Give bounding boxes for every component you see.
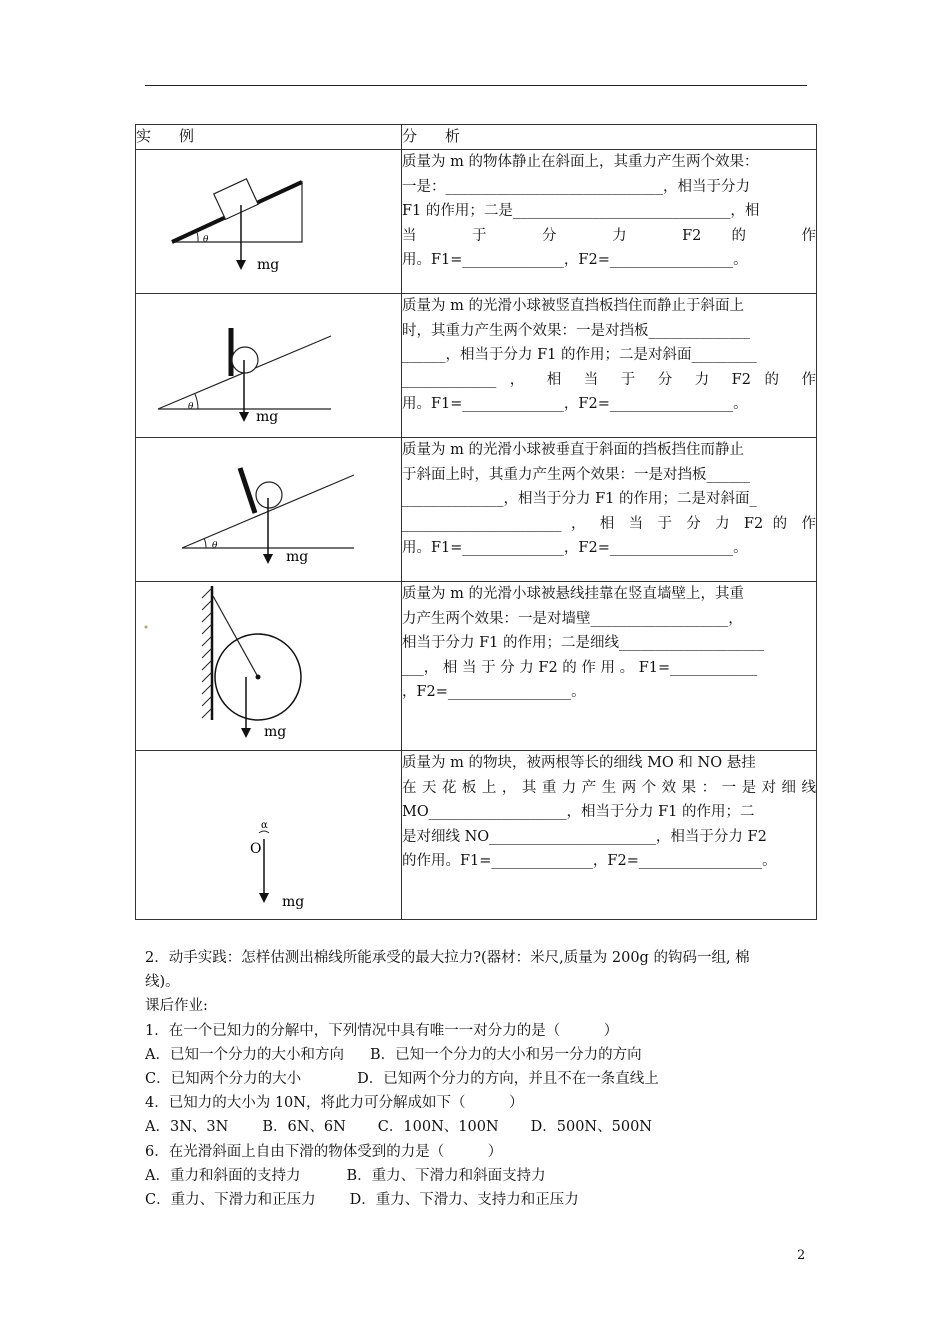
analysis-cell	[402, 751, 817, 920]
analysis-line: 相当于分力 F1 的作用；二是细线____________________	[402, 635, 765, 652]
practice-question-cont: 线)。	[145, 974, 180, 991]
mg-label: mg	[257, 257, 280, 273]
question-4: 4．已知力的大小为 10N，将此力可分解成如下（ ）	[145, 1095, 524, 1112]
option-b: B．已知一个分力的大小和另一分力的方向	[369, 1046, 642, 1063]
figure-ball-vertical-board	[136, 294, 402, 438]
question-4-options	[145, 1115, 810, 1139]
option-a: A．重力和斜面的支持力	[145, 1167, 301, 1184]
figure-two-strings	[136, 751, 402, 920]
o-label: O	[250, 841, 262, 857]
analysis-line: 于斜面上时，其重力产生两个效果：一是对挡板______	[402, 466, 750, 483]
analysis-line: 是对细线 NO_______________________，相当于分力 F2	[402, 828, 767, 845]
analysis-line: ______________________ ， 相 当 于 分 力 F2 的 作	[402, 515, 816, 532]
option-b: B．6N、6N	[262, 1119, 346, 1136]
analysis-line: ______，相当于分力 F1 的作用；二是对斜面_________	[402, 347, 757, 364]
analysis-line: 质量为 m 的物体静止在斜面上，其重力产生两个效果：	[402, 154, 759, 170]
question-6-options-ab	[145, 1164, 810, 1188]
theta-label: θ	[203, 235, 209, 245]
theta-label: θ	[212, 541, 218, 551]
analysis-line: 在天花板上，其重力产生两个效果：一是对细线	[402, 779, 816, 796]
mg-label: mg	[264, 724, 287, 740]
table-row	[136, 751, 817, 920]
analysis-line: MO___________________，相当于分力 F1 的作用；二	[402, 804, 755, 821]
analysis-line: ______________，相当于分力 F1 的作用；二是对斜面_	[402, 491, 757, 508]
figure-block-on-incline	[136, 150, 402, 294]
analysis-line: ，F2=_________________。	[402, 684, 586, 701]
header-example: 实 例	[136, 125, 402, 150]
question-1-options-cd	[145, 1067, 810, 1091]
theta-label: θ	[188, 402, 194, 412]
table-row	[136, 582, 817, 751]
header-analysis: 分 析	[402, 125, 817, 150]
option-d: D．已知两个分力的方向，并且不在一条直线上	[357, 1071, 659, 1088]
homework-title: 课后作业:	[145, 998, 208, 1015]
option-d: D．500N、500N	[530, 1119, 652, 1136]
analysis-line: F1 的作用；二是______________________________，相	[402, 203, 760, 220]
table-row	[136, 150, 817, 294]
analysis-line: 的作用。F1=______________，F2=_________________。	[402, 853, 777, 870]
analysis-cell	[402, 582, 817, 751]
option-c: C．100N、100N	[377, 1119, 499, 1136]
option-c: C．重力、下滑力和正压力	[145, 1192, 316, 1209]
option-a: A．3N、3N	[145, 1119, 229, 1136]
analysis-line: 质量为 m 的光滑小球被悬线挂靠在竖直墙壁上，其重	[402, 586, 744, 602]
question-6-options-cd	[145, 1188, 810, 1212]
option-c: C．已知两个分力的大小	[145, 1071, 302, 1088]
mg-label: mg	[286, 549, 309, 565]
analysis-line: 一是：______________________________，相当于分力	[402, 178, 750, 195]
analysis-line: 质量为 m 的光滑小球被垂直于斜面的挡板挡住而静止	[402, 442, 744, 458]
table-header-row	[136, 125, 817, 150]
figure-ball-on-wall	[136, 582, 402, 751]
analysis-line: 当 于 分 力 F2 的 作	[402, 227, 816, 244]
analysis-line: 用。F1=______________，F2=_________________。	[402, 396, 748, 413]
mg-label: mg	[256, 409, 279, 425]
analysis-cell	[402, 294, 817, 438]
question-1: 1．在一个已知力的分解中，下列情况中具有唯一一对分力的是（ ）	[145, 1022, 619, 1039]
analysis-line: 用。F1=______________，F2=_________________。	[402, 540, 748, 557]
analysis-line: _____________ ， 相 当 于 分 力 F2 的 作	[402, 371, 816, 388]
example-analysis-table	[135, 124, 817, 920]
option-d: D．重力、下滑力、支持力和正压力	[349, 1192, 579, 1209]
table-row	[136, 294, 817, 438]
question-6: 6．在光滑斜面上自由下滑的物体受到的力是（ ）	[145, 1143, 503, 1160]
page-number: 2	[797, 1248, 806, 1263]
analysis-line: ___， 相 当 于 分 力 F2 的 作 用 。 F1=____________	[402, 659, 758, 676]
analysis-line: 力产生两个效果：一是对墙壁___________________，	[402, 610, 743, 627]
analysis-line: 时，其重力产生两个效果：一是对挡板______________	[402, 322, 750, 339]
practice-question: 2．动手实践：怎样估测出棉线所能承受的最大拉力?(器材：米尺,质量为 200g 的钩码一组, 棉	[145, 950, 750, 966]
option-b: B．重力、下滑力和斜面支持力	[346, 1167, 546, 1184]
analysis-line: 质量为 m 的光滑小球被竖直挡板挡住而静止于斜面上	[402, 298, 744, 314]
analysis-line: 质量为 m 的物块，被两根等长的细线 MO 和 NO 悬挂	[402, 755, 756, 771]
analysis-cell	[402, 150, 817, 294]
option-a: A．已知一个分力的大小和方向	[145, 1046, 344, 1063]
figure-ball-perpendicular-board	[136, 438, 402, 582]
question-1-options-ab	[145, 1043, 810, 1067]
mg-label: mg	[282, 894, 305, 910]
questions-section	[145, 946, 810, 1212]
analysis-line: 用。F1=______________，F2=_________________。	[402, 252, 748, 269]
table-row	[136, 438, 817, 582]
alpha-label: α	[261, 820, 268, 831]
header-rule	[145, 85, 807, 86]
analysis-cell	[402, 438, 817, 582]
